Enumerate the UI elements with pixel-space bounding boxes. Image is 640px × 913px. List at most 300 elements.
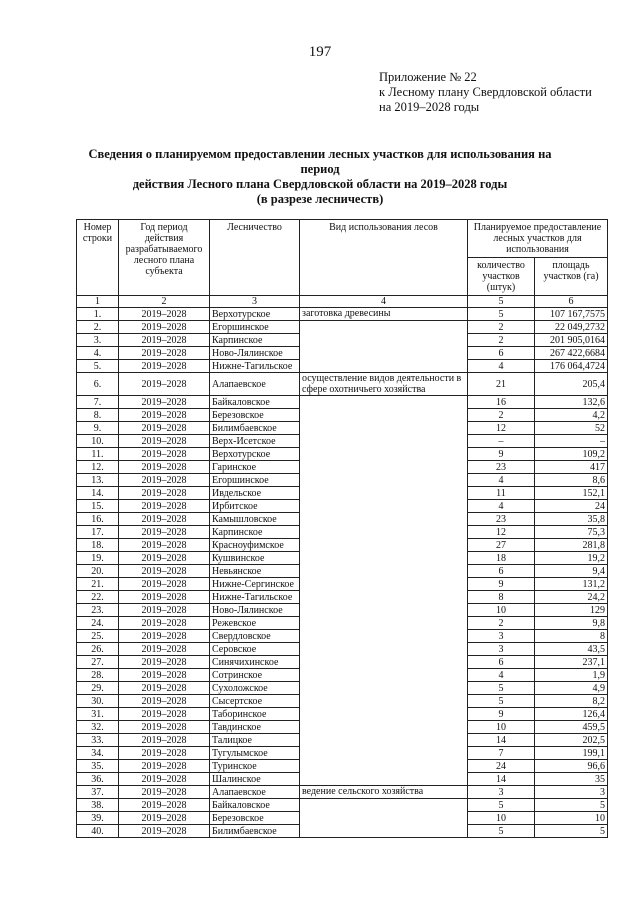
table-row <box>77 734 608 747</box>
table-row <box>77 799 608 812</box>
count-cell: 2 <box>468 321 535 334</box>
header-planned: Планируемое предоставление лесных участков для использования <box>468 220 608 258</box>
row-number-cell: 12. <box>77 461 119 474</box>
area-cell: 35,8 <box>535 513 608 526</box>
table-row <box>77 396 608 409</box>
forestry-cell: Шалинское <box>210 773 300 786</box>
forestry-cell: Режевское <box>210 617 300 630</box>
area-cell: 8,2 <box>535 695 608 708</box>
table-row <box>77 747 608 760</box>
use-type-cell-continued <box>300 695 468 708</box>
year-cell: 2019–2028 <box>119 669 210 682</box>
table-row <box>77 643 608 656</box>
appendix-note <box>379 70 592 115</box>
count-cell: 16 <box>468 396 535 409</box>
table-row <box>77 656 608 669</box>
row-number-cell: 23. <box>77 604 119 617</box>
row-number-cell: 33. <box>77 734 119 747</box>
row-number-cell: 17. <box>77 526 119 539</box>
header-count: количество участков (штук) <box>468 258 535 296</box>
year-cell: 2019–2028 <box>119 500 210 513</box>
count-cell: 14 <box>468 773 535 786</box>
forestry-cell: Сухоложское <box>210 682 300 695</box>
document-title <box>70 147 570 207</box>
forestry-cell: Туринское <box>210 760 300 773</box>
area-cell: 4,9 <box>535 682 608 695</box>
row-number-cell: 16. <box>77 513 119 526</box>
year-cell: 2019–2028 <box>119 760 210 773</box>
table-row <box>77 321 608 334</box>
table-row <box>77 552 608 565</box>
year-cell: 2019–2028 <box>119 812 210 825</box>
row-number-cell: 8. <box>77 409 119 422</box>
use-type-cell-continued <box>300 734 468 747</box>
forestry-cell: Ирбитское <box>210 500 300 513</box>
table-row <box>77 373 608 396</box>
appendix-line: Приложение № 22 <box>379 70 477 84</box>
forestry-cell: Ново-Лялинское <box>210 347 300 360</box>
use-type-cell-continued <box>300 360 468 373</box>
forestry-cell: Тугулымское <box>210 747 300 760</box>
row-number-cell: 21. <box>77 578 119 591</box>
forestry-cell: Нижне-Тагильское <box>210 591 300 604</box>
forestry-cell: Байкаловское <box>210 396 300 409</box>
year-cell: 2019–2028 <box>119 321 210 334</box>
header-year: Год период действия разрабатываемого лесного плана субъекта <box>119 220 210 296</box>
row-number-cell: 5. <box>77 360 119 373</box>
area-cell: – <box>535 435 608 448</box>
row-number-cell: 34. <box>77 747 119 760</box>
year-cell: 2019–2028 <box>119 487 210 500</box>
area-cell: 75,3 <box>535 526 608 539</box>
forestry-cell: Верхотурское <box>210 308 300 321</box>
year-cell: 2019–2028 <box>119 682 210 695</box>
area-cell: 176 064,4724 <box>535 360 608 373</box>
use-type-cell-continued <box>300 500 468 513</box>
appendix-line: на 2019–2028 годы <box>379 100 480 114</box>
forestry-cell: Талицкое <box>210 734 300 747</box>
row-number-cell: 31. <box>77 708 119 721</box>
area-cell: 201 905,0164 <box>535 334 608 347</box>
area-cell: 199,1 <box>535 747 608 760</box>
use-type-cell-continued <box>300 552 468 565</box>
forestry-cell: Алапаевское <box>210 373 300 396</box>
use-type-cell-continued <box>300 604 468 617</box>
area-cell: 152,1 <box>535 487 608 500</box>
forest-plots-table <box>76 219 608 838</box>
table-row <box>77 760 608 773</box>
area-cell: 131,2 <box>535 578 608 591</box>
count-cell: 9 <box>468 448 535 461</box>
row-number-cell: 28. <box>77 669 119 682</box>
row-number-cell: 3. <box>77 334 119 347</box>
table-row <box>77 604 608 617</box>
table-row <box>77 422 608 435</box>
area-cell: 202,5 <box>535 734 608 747</box>
use-type-cell-continued <box>300 565 468 578</box>
use-type-cell: заготовка древесины <box>300 308 468 321</box>
row-number-cell: 29. <box>77 682 119 695</box>
area-cell: 129 <box>535 604 608 617</box>
use-type-cell-continued <box>300 721 468 734</box>
count-cell: 9 <box>468 708 535 721</box>
area-cell: 459,5 <box>535 721 608 734</box>
row-number-cell: 11. <box>77 448 119 461</box>
count-cell: 6 <box>468 565 535 578</box>
table-row <box>77 786 608 799</box>
table-row <box>77 308 608 321</box>
table-row <box>77 825 608 838</box>
forestry-cell: Байкаловское <box>210 799 300 812</box>
year-cell: 2019–2028 <box>119 591 210 604</box>
use-type-cell-continued <box>300 526 468 539</box>
use-type-cell-continued <box>300 422 468 435</box>
table-row <box>77 409 608 422</box>
page-number: 197 <box>308 44 332 60</box>
forestry-cell: Алапаевское <box>210 786 300 799</box>
forestry-cell: Ивдельское <box>210 487 300 500</box>
table-row <box>77 721 608 734</box>
area-cell: 5 <box>535 799 608 812</box>
year-cell: 2019–2028 <box>119 721 210 734</box>
appendix-line: к Лесному плану Свердловской области <box>379 85 592 99</box>
year-cell: 2019–2028 <box>119 617 210 630</box>
forestry-cell: Тавдинское <box>210 721 300 734</box>
year-cell: 2019–2028 <box>119 526 210 539</box>
table-row <box>77 461 608 474</box>
area-cell: 52 <box>535 422 608 435</box>
count-cell: 10 <box>468 812 535 825</box>
row-number-cell: 25. <box>77 630 119 643</box>
row-number-cell: 37. <box>77 786 119 799</box>
count-cell: 4 <box>468 360 535 373</box>
count-cell: 21 <box>468 373 535 396</box>
table-row <box>77 682 608 695</box>
area-cell: 107 167,7575 <box>535 308 608 321</box>
count-cell: 10 <box>468 604 535 617</box>
row-number-cell: 38. <box>77 799 119 812</box>
row-number-cell: 6. <box>77 373 119 396</box>
count-cell: 5 <box>468 799 535 812</box>
table-row <box>77 773 608 786</box>
table-body <box>77 308 608 838</box>
year-cell: 2019–2028 <box>119 435 210 448</box>
column-number: 3 <box>210 296 300 308</box>
use-type-cell-continued <box>300 812 468 825</box>
area-cell: 22 049,2732 <box>535 321 608 334</box>
count-cell: 9 <box>468 578 535 591</box>
forestry-cell: Сотринское <box>210 669 300 682</box>
count-cell: 4 <box>468 474 535 487</box>
count-cell: 2 <box>468 617 535 630</box>
row-number-cell: 10. <box>77 435 119 448</box>
count-cell: 2 <box>468 334 535 347</box>
table-row <box>77 474 608 487</box>
header-row-number: Номер строки <box>77 220 119 296</box>
area-cell: 109,2 <box>535 448 608 461</box>
use-type-cell-continued <box>300 747 468 760</box>
header-use-type: Вид использования лесов <box>300 220 468 296</box>
use-type-cell-continued <box>300 591 468 604</box>
forestry-cell: Карпинское <box>210 334 300 347</box>
table-row <box>77 695 608 708</box>
count-cell: 6 <box>468 656 535 669</box>
forestry-cell: Таборинское <box>210 708 300 721</box>
row-number-cell: 7. <box>77 396 119 409</box>
table-row <box>77 448 608 461</box>
header-area: площадь участков (га) <box>535 258 608 296</box>
year-cell: 2019–2028 <box>119 334 210 347</box>
use-type-cell-continued <box>300 773 468 786</box>
year-cell: 2019–2028 <box>119 409 210 422</box>
area-cell: 5 <box>535 825 608 838</box>
count-cell: 24 <box>468 760 535 773</box>
year-cell: 2019–2028 <box>119 786 210 799</box>
year-cell: 2019–2028 <box>119 565 210 578</box>
table-row <box>77 812 608 825</box>
row-number-cell: 30. <box>77 695 119 708</box>
year-cell: 2019–2028 <box>119 422 210 435</box>
row-number-cell: 19. <box>77 552 119 565</box>
row-number-cell: 36. <box>77 773 119 786</box>
table-row <box>77 360 608 373</box>
forestry-cell: Верхотурское <box>210 448 300 461</box>
area-cell: 24,2 <box>535 591 608 604</box>
title-line: Сведения о планируемом предоставлении лесных участков для использования на период <box>88 147 552 176</box>
use-type-cell-continued <box>300 669 468 682</box>
count-cell: 10 <box>468 721 535 734</box>
forestry-cell: Гаринское <box>210 461 300 474</box>
year-cell: 2019–2028 <box>119 656 210 669</box>
forestry-cell: Свердловское <box>210 630 300 643</box>
table-row <box>77 539 608 552</box>
forestry-cell: Ново-Лялинское <box>210 604 300 617</box>
count-cell: 3 <box>468 630 535 643</box>
year-cell: 2019–2028 <box>119 734 210 747</box>
year-cell: 2019–2028 <box>119 773 210 786</box>
row-number-cell: 13. <box>77 474 119 487</box>
use-type-cell-continued <box>300 630 468 643</box>
use-type-cell-continued <box>300 435 468 448</box>
forestry-cell: Березовское <box>210 409 300 422</box>
row-number-cell: 32. <box>77 721 119 734</box>
area-cell: 417 <box>535 461 608 474</box>
use-type-cell-continued <box>300 656 468 669</box>
count-cell: 6 <box>468 347 535 360</box>
forestry-cell: Камышловское <box>210 513 300 526</box>
use-type-cell-continued <box>300 799 468 812</box>
table-row <box>77 708 608 721</box>
row-number-cell: 27. <box>77 656 119 669</box>
year-cell: 2019–2028 <box>119 461 210 474</box>
area-cell: 267 422,6684 <box>535 347 608 360</box>
row-number-cell: 1. <box>77 308 119 321</box>
row-number-cell: 24. <box>77 617 119 630</box>
use-type-cell-continued <box>300 461 468 474</box>
row-number-cell: 14. <box>77 487 119 500</box>
use-type-cell-continued <box>300 487 468 500</box>
year-cell: 2019–2028 <box>119 799 210 812</box>
use-type-cell-continued <box>300 578 468 591</box>
area-cell: 9,8 <box>535 617 608 630</box>
forestry-cell: Нижне-Тагильское <box>210 360 300 373</box>
area-cell: 4,2 <box>535 409 608 422</box>
column-number: 4 <box>300 296 468 308</box>
count-cell: 8 <box>468 591 535 604</box>
count-cell: 7 <box>468 747 535 760</box>
use-type-cell: ведение сельского хозяйства <box>300 786 468 799</box>
row-number-cell: 20. <box>77 565 119 578</box>
table-row <box>77 565 608 578</box>
forestry-cell: Нижне-Сергинское <box>210 578 300 591</box>
area-cell: 24 <box>535 500 608 513</box>
forestry-cell: Билимбаевское <box>210 825 300 838</box>
area-cell: 8 <box>535 630 608 643</box>
use-type-cell-continued <box>300 513 468 526</box>
title-line: (в разрезе лесничеств) <box>256 192 384 206</box>
column-number: 1 <box>77 296 119 308</box>
year-cell: 2019–2028 <box>119 643 210 656</box>
year-cell: 2019–2028 <box>119 578 210 591</box>
use-type-cell-continued <box>300 334 468 347</box>
count-cell: – <box>468 435 535 448</box>
area-cell: 10 <box>535 812 608 825</box>
row-number-cell: 40. <box>77 825 119 838</box>
year-cell: 2019–2028 <box>119 308 210 321</box>
table-row <box>77 630 608 643</box>
count-cell: 5 <box>468 308 535 321</box>
row-number-cell: 2. <box>77 321 119 334</box>
use-type-cell-continued <box>300 448 468 461</box>
row-number-cell: 15. <box>77 500 119 513</box>
count-cell: 4 <box>468 669 535 682</box>
use-type-cell-continued <box>300 321 468 334</box>
table-row <box>77 669 608 682</box>
year-cell: 2019–2028 <box>119 448 210 461</box>
forestry-cell: Егоршинское <box>210 321 300 334</box>
area-cell: 96,6 <box>535 760 608 773</box>
forestry-cell: Карпинское <box>210 526 300 539</box>
year-cell: 2019–2028 <box>119 825 210 838</box>
table-row <box>77 513 608 526</box>
row-number-cell: 39. <box>77 812 119 825</box>
year-cell: 2019–2028 <box>119 630 210 643</box>
count-cell: 3 <box>468 643 535 656</box>
table-row <box>77 617 608 630</box>
area-cell: 126,4 <box>535 708 608 721</box>
year-cell: 2019–2028 <box>119 747 210 760</box>
forestry-cell: Березовское <box>210 812 300 825</box>
area-cell: 8,6 <box>535 474 608 487</box>
use-type-cell-continued <box>300 708 468 721</box>
row-number-cell: 4. <box>77 347 119 360</box>
table-row <box>77 591 608 604</box>
area-cell: 35 <box>535 773 608 786</box>
use-type-cell-continued <box>300 474 468 487</box>
area-cell: 1,9 <box>535 669 608 682</box>
table-row <box>77 526 608 539</box>
use-type-cell-continued <box>300 617 468 630</box>
count-cell: 2 <box>468 409 535 422</box>
table-row <box>77 578 608 591</box>
row-number-cell: 22. <box>77 591 119 604</box>
area-cell: 43,5 <box>535 643 608 656</box>
forestry-cell: Сысертское <box>210 695 300 708</box>
area-cell: 9,4 <box>535 565 608 578</box>
count-cell: 11 <box>468 487 535 500</box>
year-cell: 2019–2028 <box>119 695 210 708</box>
table-row <box>77 347 608 360</box>
year-cell: 2019–2028 <box>119 474 210 487</box>
forestry-cell: Синячихинское <box>210 656 300 669</box>
count-cell: 3 <box>468 786 535 799</box>
area-cell: 237,1 <box>535 656 608 669</box>
year-cell: 2019–2028 <box>119 347 210 360</box>
table-row <box>77 334 608 347</box>
forestry-cell: Верх-Исетское <box>210 435 300 448</box>
area-cell: 132,6 <box>535 396 608 409</box>
count-cell: 12 <box>468 526 535 539</box>
count-cell: 5 <box>468 682 535 695</box>
use-type-cell-continued <box>300 825 468 838</box>
count-cell: 12 <box>468 422 535 435</box>
use-type-cell: осуществление видов деятельности в сфере охотничьего хозяйства <box>300 373 468 396</box>
use-type-cell-continued <box>300 396 468 409</box>
use-type-cell-continued <box>300 760 468 773</box>
table-row <box>77 487 608 500</box>
forestry-cell: Красноуфимское <box>210 539 300 552</box>
column-number: 6 <box>535 296 608 308</box>
count-cell: 23 <box>468 461 535 474</box>
year-cell: 2019–2028 <box>119 552 210 565</box>
area-cell: 19,2 <box>535 552 608 565</box>
forestry-cell: Серовское <box>210 643 300 656</box>
year-cell: 2019–2028 <box>119 604 210 617</box>
count-cell: 4 <box>468 500 535 513</box>
area-cell: 281,8 <box>535 539 608 552</box>
header-forestry: Лесничество <box>210 220 300 296</box>
use-type-cell-continued <box>300 643 468 656</box>
year-cell: 2019–2028 <box>119 513 210 526</box>
year-cell: 2019–2028 <box>119 708 210 721</box>
forestry-cell: Егоршинское <box>210 474 300 487</box>
count-cell: 18 <box>468 552 535 565</box>
year-cell: 2019–2028 <box>119 360 210 373</box>
area-cell: 3 <box>535 786 608 799</box>
row-number-cell: 18. <box>77 539 119 552</box>
count-cell: 5 <box>468 695 535 708</box>
use-type-cell-continued <box>300 347 468 360</box>
table-row <box>77 500 608 513</box>
count-cell: 23 <box>468 513 535 526</box>
year-cell: 2019–2028 <box>119 373 210 396</box>
count-cell: 14 <box>468 734 535 747</box>
row-number-cell: 35. <box>77 760 119 773</box>
forestry-cell: Кушвинское <box>210 552 300 565</box>
forestry-cell: Невьянское <box>210 565 300 578</box>
column-number: 5 <box>468 296 535 308</box>
use-type-cell-continued <box>300 409 468 422</box>
row-number-cell: 26. <box>77 643 119 656</box>
forestry-cell: Билимбаевское <box>210 422 300 435</box>
count-cell: 27 <box>468 539 535 552</box>
row-number-cell: 9. <box>77 422 119 435</box>
area-cell: 205,4 <box>535 373 608 396</box>
title-line: действия Лесного плана Свердловской области на 2019–2028 годы <box>132 177 508 191</box>
column-number: 2 <box>119 296 210 308</box>
year-cell: 2019–2028 <box>119 396 210 409</box>
use-type-cell-continued <box>300 539 468 552</box>
